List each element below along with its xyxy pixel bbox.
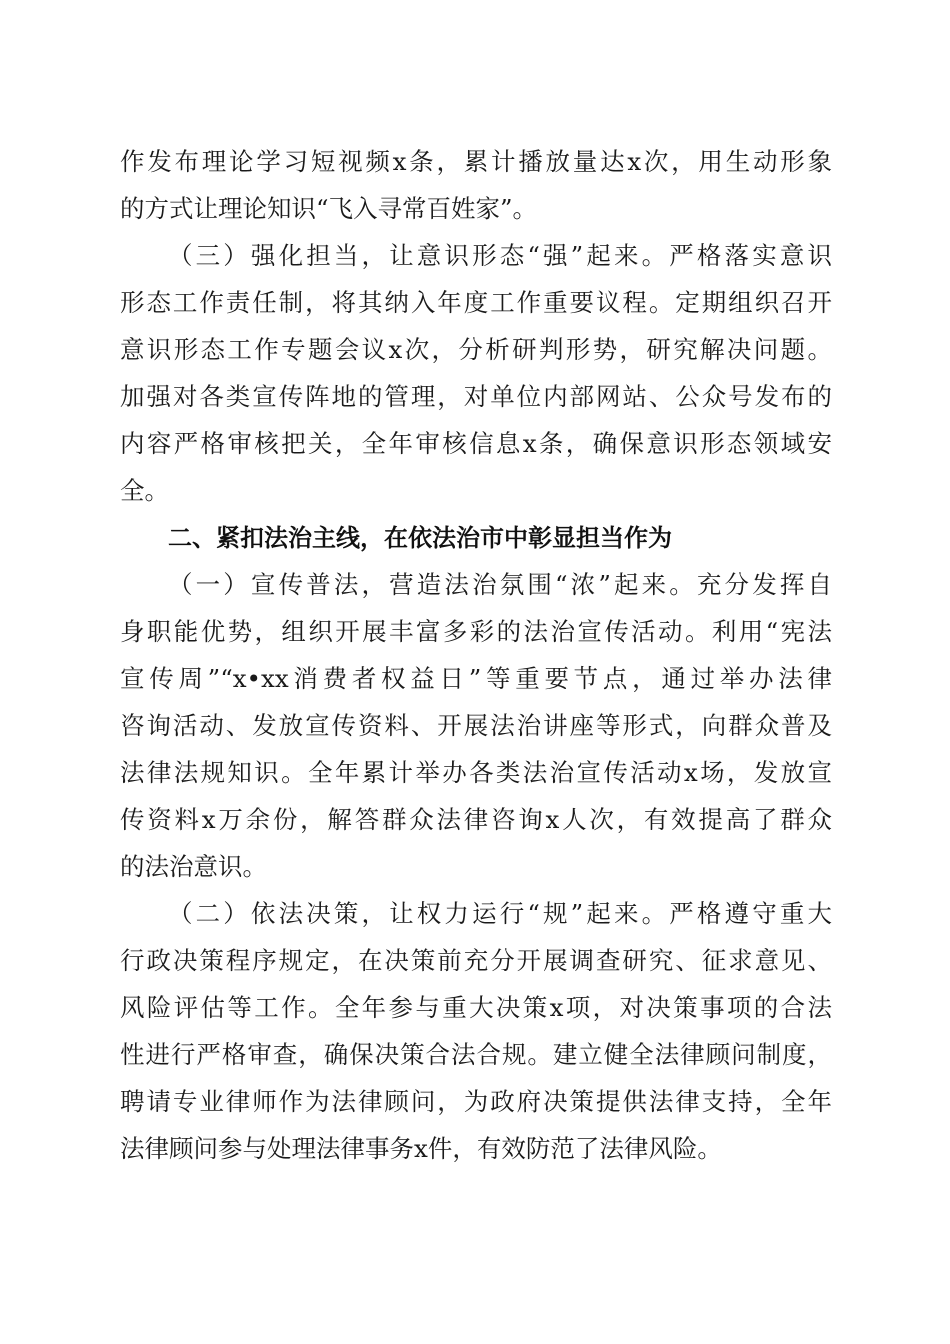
body-text-line: 聘请专业律师作为法律顾问，为政府决策提供法律支持，全年 <box>120 1087 832 1116</box>
body-text-line: 形态工作责任制，将其纳入年度工作重要议程。定期组织召开 <box>120 288 832 317</box>
subsection-heading-line: （三）强化担当，让意识形态“强”起来。严格落实意识 <box>168 241 832 270</box>
subsection-heading-line: （一）宣传普法，营造法治氛围“浓”起来。充分发挥自 <box>168 570 832 599</box>
body-text-line: 意识形态工作专题会议x次，分析研判形势，研究解决问题。 <box>120 335 832 364</box>
body-text-line: 咨询活动、发放宣传资料、开展法治讲座等形式，向群众普及 <box>120 711 832 740</box>
body-text-line: 行政决策程序规定，在决策前充分开展调查研究、征求意见、 <box>120 946 832 975</box>
body-text-line: 风险评估等工作。全年参与重大决策x项，对决策事项的合法 <box>120 993 832 1022</box>
body-text-line: 法律顾问参与处理法律事务x件，有效防范了法律风险。 <box>120 1134 722 1163</box>
body-text-line: 法律法规知识。全年累计举办各类法治宣传活动x场，发放宣 <box>120 758 832 787</box>
body-text-line: 的方式让理论知识“飞入寻常百姓家”。 <box>120 194 538 223</box>
body-text-line: 传资料x万余份，解答群众法律咨询x人次，有效提高了群众 <box>120 805 832 834</box>
subsection-heading-line: （二）依法决策，让权力运行“规”起来。严格遵守重大 <box>168 899 832 928</box>
section-heading: 二、紧扣法治主线，在依法治市中彰显担当作为 <box>168 524 672 552</box>
body-text-line: 性进行严格审查，确保决策合法合规。建立健全法律顾问制度， <box>120 1040 832 1069</box>
body-text-line: 宣传周”“x•xx消费者权益日”等重要节点，通过举办法律 <box>120 664 832 693</box>
body-text-line: 全。 <box>120 476 169 505</box>
body-text-line: 内容严格审核把关，全年审核信息x条，确保意识形态领域安 <box>120 429 832 458</box>
body-text-line: 作发布理论学习短视频x条，累计播放量达x次，用生动形象 <box>120 147 832 176</box>
body-text-line: 身职能优势，组织开展丰富多彩的法治宣传活动。利用“宪法 <box>120 617 832 646</box>
body-text-line: 加强对各类宣传阵地的管理，对单位内部网站、公众号发布的 <box>120 382 832 411</box>
body-text-line: 的法治意识。 <box>120 852 267 881</box>
